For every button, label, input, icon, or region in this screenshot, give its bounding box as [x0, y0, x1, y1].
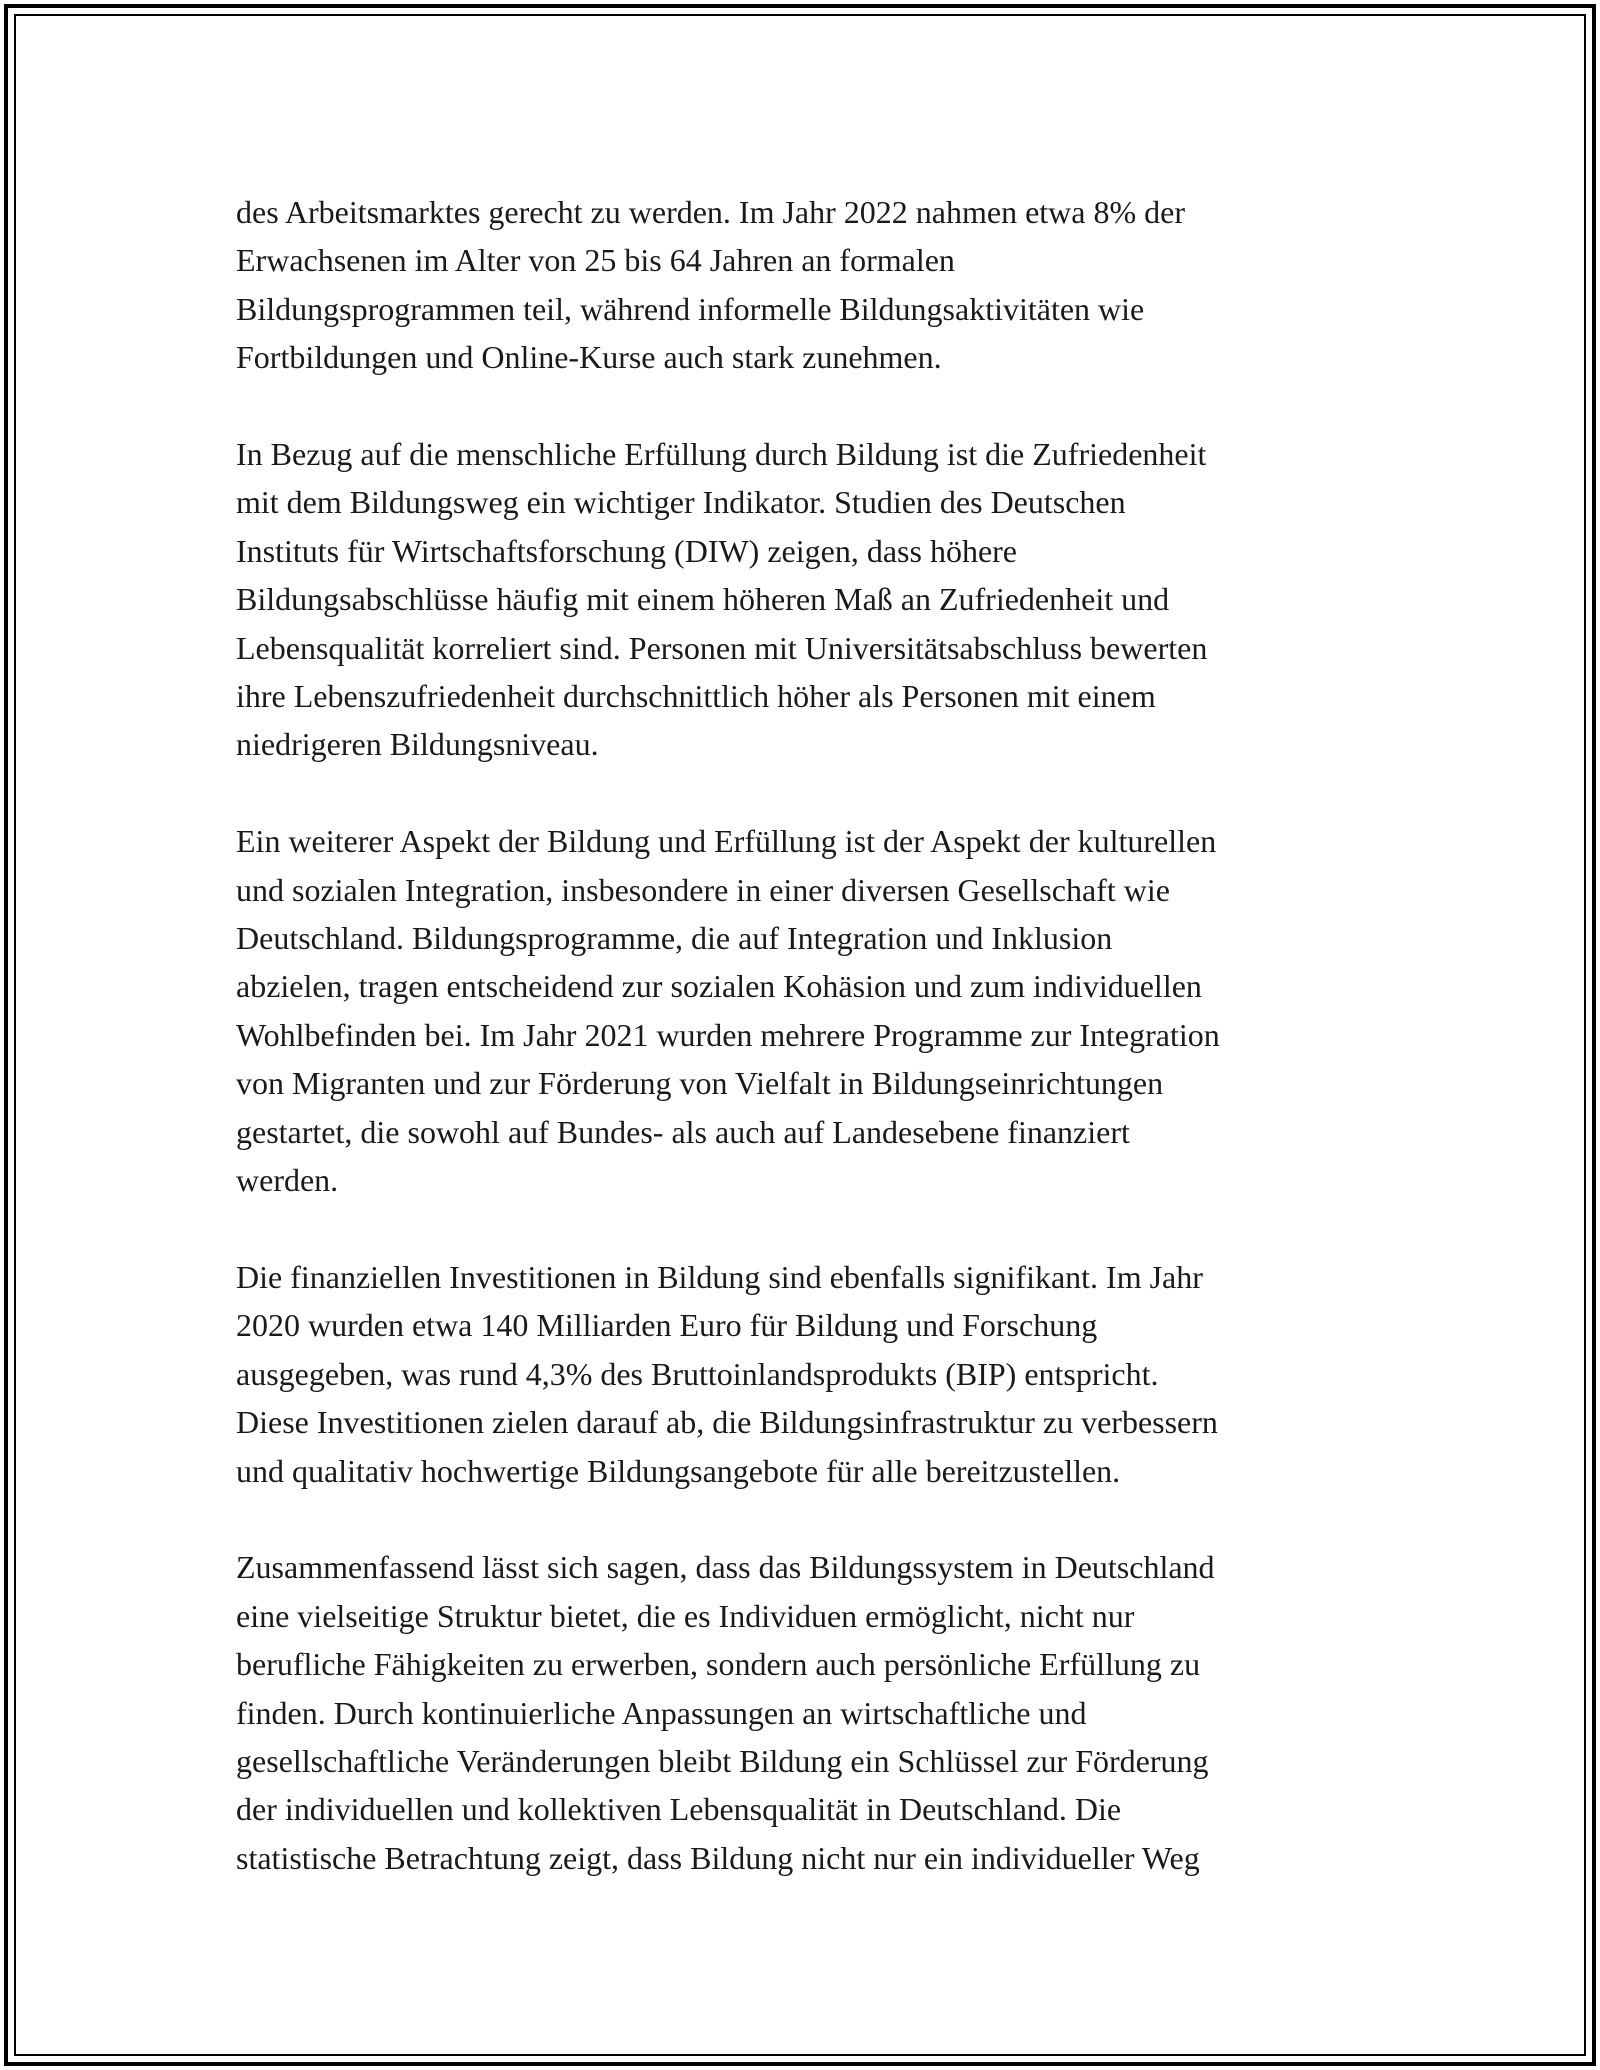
document-body [236, 188, 1376, 1882]
paragraph-financial-investment: Die finanziellen Investitionen in Bildung sind ebenfalls signifikant. Im Jahr 2020 wurden etwa 140 Milliarden Euro für Bildung und Forschung ausgegeben, was rund 4,3% des Bruttoinlandsprodukts (BIP) entspricht. Diese Investitionen zielen darauf ab, die Bildungsinfrastruktur zu verbessern und qualitativ hochwertige Bildungsangebote für alle bereitzustellen. [236, 1258, 1218, 1489]
paragraph-social-integration: Ein weiterer Aspekt der Bildung und Erfüllung ist der Aspekt der kulturellen und sozialen Integration, insbesondere in einer diversen Gesellschaft wie Deutschland. Bildungsprogramme, die auf Integration und Inklusion abzielen, tragen entscheidend zur sozialen Kohäsion und zum individuellen Wohlbefinden bei. Im Jahr 2021 wurden mehrere Programme zur Integration von Migranten und zur Förderung von Vielfalt in Bildungseinrichtungen gestartet, die sowohl auf Bundes- als auch auf Landesebene finanziert werden. [236, 823, 1220, 1199]
paragraph-summary: Zusammenfassend lässt sich sagen, dass das Bildungssystem in Deutschland eine vielseitige Struktur bietet, die es Individuen ermöglicht, nicht nur berufliche Fähigkeiten zu erwerben, sondern auch persönliche Erfüllung zu finden. Durch kontinuierliche Anpassungen an wirtschaftliche und gesellschaftliche Veränderungen bleibt Bildung ein Schlüssel zur Förderung der individuellen und kollektiven Lebensqualität in Deutschland. Die statistische Betrachtung zeigt, dass Bildung nicht nur ein individueller Weg [236, 1549, 1215, 1876]
paragraph-education-satisfaction: In Bezug auf die menschliche Erfüllung durch Bildung ist die Zufriedenheit mit dem Bildungsweg ein wichtiger Indikator. Studien des Deutschen Instituts für Wirtschaftsforschung (DIW) zeigen, dass höhere Bildungsabschlüsse häufig mit einem höheren Maß an Zufriedenheit und Lebensqualität korreliert sind. Personen mit Universitätsabschluss bewerten ihre Lebenszufriedenheit durchschnittlich höher als Personen mit einem niedrigeren Bildungsniveau. [236, 436, 1208, 763]
paragraph-adult-education: des Arbeitsmarktes gerecht zu werden. Im Jahr 2022 nahmen etwa 8% der Erwachsenen im Alter von 25 bis 64 Jahren an formalen Bildungsprogrammen teil, während informelle Bildungsaktivitäten wie Fortbildungen und Online-Kurse auch stark zunehmen. [236, 194, 1185, 376]
